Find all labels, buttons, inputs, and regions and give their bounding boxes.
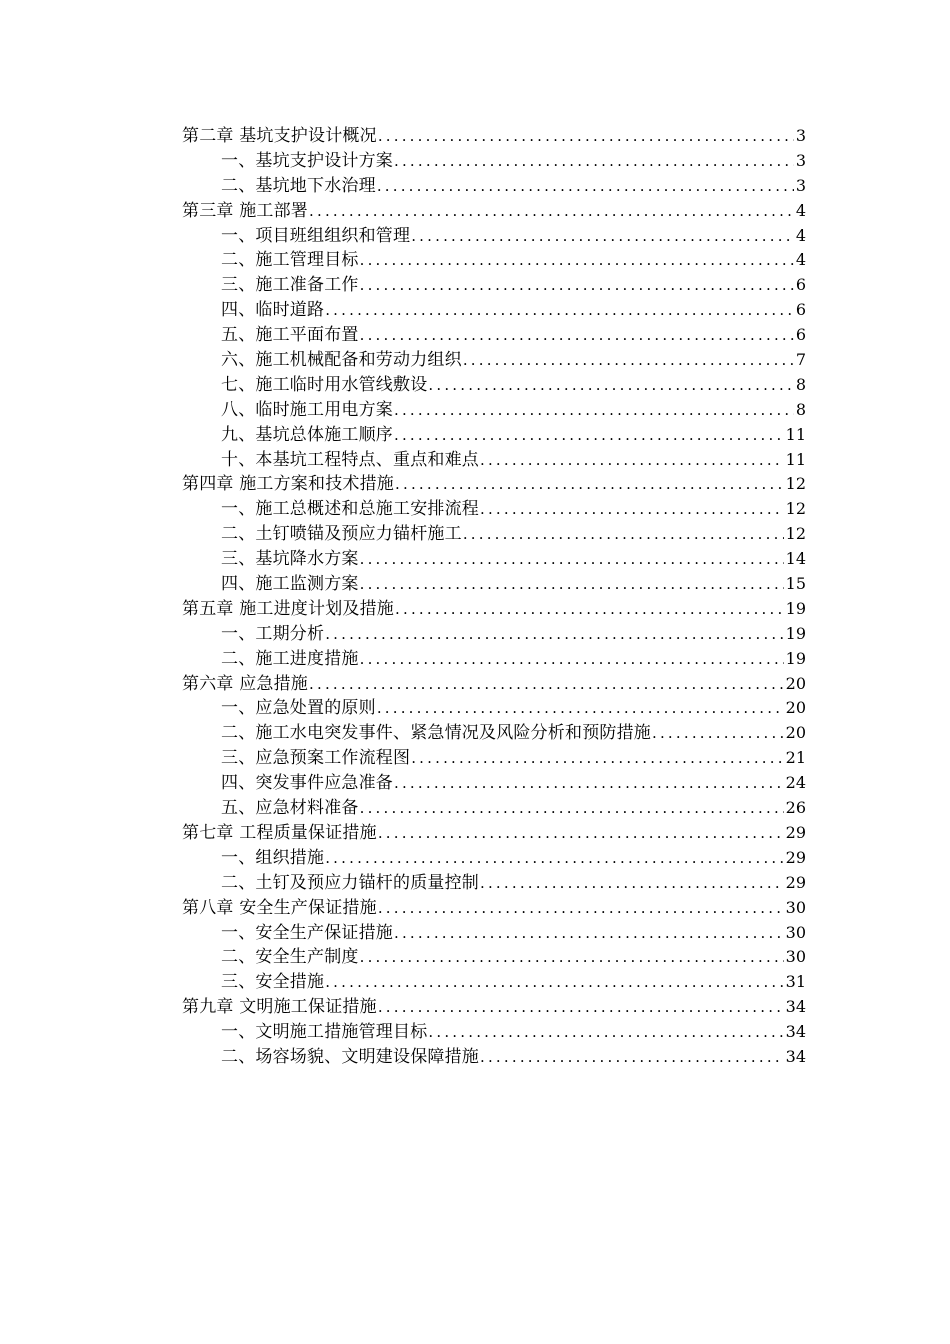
toc-entry-title: 三、施工准备工作: [221, 275, 359, 296]
toc-page-number: 30: [785, 947, 806, 967]
toc-entry-title: 第七章 工程质量保证措施: [182, 822, 377, 843]
toc-entry-title: 第三章 施工部署: [182, 200, 309, 221]
toc-page-number: 14: [785, 549, 806, 569]
toc-dot-leader: [360, 248, 794, 273]
toc-entry-title: 六、施工机械配备和劳动力组织: [221, 350, 462, 371]
toc-page-number: 29: [785, 847, 806, 867]
toc-page-number: 20: [785, 698, 806, 718]
toc-section-entry[interactable]: [182, 1045, 806, 1070]
toc-section-entry[interactable]: [182, 174, 806, 199]
toc-dot-leader: [309, 672, 784, 697]
toc-dot-leader: [325, 846, 783, 871]
toc-entry-title: 第八章 安全生产保证措施: [182, 897, 377, 918]
toc-page-number: 8: [795, 399, 806, 419]
toc-entry-title: 十、本基坑工程特点、重点和难点: [221, 449, 479, 470]
toc-section-entry[interactable]: [182, 746, 806, 771]
toc-page-number: 29: [785, 822, 806, 842]
toc-chapter-entry[interactable]: [182, 472, 806, 497]
toc-section-entry[interactable]: [182, 945, 806, 970]
toc-entry-title: 二、基坑地下水治理: [221, 175, 376, 196]
toc-entry-title: 第五章 施工进度计划及措施: [182, 598, 395, 619]
toc-dot-leader: [377, 696, 784, 721]
toc-entry-title: 三、基坑降水方案: [221, 549, 359, 570]
toc-entry-title: 二、土钉及预应力锚杆的质量控制: [221, 872, 479, 893]
toc-page-number: 34: [785, 1046, 806, 1066]
toc-chapter-entry[interactable]: [182, 896, 806, 921]
toc-page-number: 6: [795, 325, 806, 345]
toc-dot-leader: [309, 199, 794, 224]
toc-page-number: 29: [785, 872, 806, 892]
toc-section-entry[interactable]: [182, 273, 806, 298]
toc-page-number: 11: [785, 449, 806, 469]
toc-page-number: 3: [795, 150, 806, 170]
toc-page-number: 11: [785, 424, 806, 444]
toc-entry-title: 一、安全生产保证措施: [221, 922, 393, 943]
toc-page-number: 8: [795, 374, 806, 394]
toc-page-number: 30: [785, 897, 806, 917]
toc-page-number: 31: [785, 972, 806, 992]
toc-entry-title: 四、突发事件应急准备: [221, 773, 393, 794]
toc-entry-title: 四、临时道路: [221, 300, 325, 321]
toc-entry-title: 五、应急材料准备: [221, 798, 359, 819]
toc-dot-leader: [377, 174, 794, 199]
toc-entry-title: 四、施工监测方案: [221, 574, 359, 595]
toc-section-entry[interactable]: [182, 224, 806, 249]
toc-section-entry[interactable]: [182, 572, 806, 597]
toc-section-entry[interactable]: [182, 721, 806, 746]
toc-section-entry[interactable]: [182, 248, 806, 273]
toc-section-entry[interactable]: [182, 448, 806, 473]
toc-dot-leader: [378, 821, 784, 846]
toc-section-entry[interactable]: [182, 871, 806, 896]
toc-section-entry[interactable]: [182, 348, 806, 373]
toc-section-entry[interactable]: [182, 622, 806, 647]
toc-page-number: 7: [795, 350, 806, 370]
toc-page-number: 4: [795, 200, 806, 220]
toc-entry-title: 一、项目班组组织和管理: [221, 225, 411, 246]
toc-section-entry[interactable]: [182, 921, 806, 946]
toc-entry-title: 一、基坑支护设计方案: [221, 150, 393, 171]
toc-page-number: 19: [785, 623, 806, 643]
toc-entry-title: 九、基坑总体施工顺序: [221, 424, 393, 445]
toc-page-number: 30: [785, 922, 806, 942]
toc-dot-leader: [463, 348, 794, 373]
toc-entry-title: 第二章 基坑支护设计概况: [182, 126, 377, 146]
toc-section-entry[interactable]: [182, 970, 806, 995]
toc-dot-leader: [360, 273, 794, 298]
toc-entry-title: 一、文明施工措施管理目标: [221, 1022, 428, 1043]
toc-page-number: 6: [795, 275, 806, 295]
toc-section-entry[interactable]: [182, 323, 806, 348]
toc-dot-leader: [394, 921, 784, 946]
toc-page-number: 20: [785, 723, 806, 743]
toc-dot-leader: [480, 448, 784, 473]
toc-section-entry[interactable]: [182, 696, 806, 721]
toc-entry-title: 一、应急处置的原则: [221, 698, 376, 719]
toc-entry-title: 七、施工临时用水管线敷设: [221, 374, 428, 395]
toc-dot-leader: [360, 323, 794, 348]
toc-dot-leader: [463, 522, 784, 547]
toc-dot-leader: [395, 472, 784, 497]
toc-dot-leader: [394, 423, 784, 448]
toc-section-entry[interactable]: [182, 796, 806, 821]
toc-page-number: 21: [785, 748, 806, 768]
toc-section-entry[interactable]: [182, 647, 806, 672]
toc-dot-leader: [480, 497, 784, 522]
toc-page-number: 19: [785, 648, 806, 668]
toc-dot-leader: [395, 597, 784, 622]
toc-section-entry[interactable]: [182, 398, 806, 423]
toc-entry-title: 第六章 应急措施: [182, 673, 309, 694]
toc-chapter-entry[interactable]: [182, 821, 806, 846]
toc-dot-leader: [480, 871, 784, 896]
toc-page-number: 20: [785, 673, 806, 693]
toc-page-number: 4: [795, 225, 806, 245]
toc-page-number: 34: [785, 1022, 806, 1042]
toc-dot-leader: [360, 547, 784, 572]
table-of-contents: [182, 124, 806, 1070]
toc-dot-leader: [360, 572, 784, 597]
toc-page-number: 34: [785, 997, 806, 1017]
toc-section-entry[interactable]: [182, 1020, 806, 1045]
toc-page-number: 24: [785, 773, 806, 793]
toc-dot-leader: [378, 896, 784, 921]
toc-dot-leader: [360, 796, 784, 821]
toc-section-entry[interactable]: [182, 373, 806, 398]
toc-page-number: 6: [795, 300, 806, 320]
toc-dot-leader: [325, 298, 794, 323]
toc-dot-leader: [428, 1020, 783, 1045]
toc-entry-title: 二、施工水电突发事件、紧急情况及风险分析和预防措施: [221, 723, 651, 744]
toc-entry-title: 三、应急预案工作流程图: [221, 748, 411, 769]
toc-section-entry[interactable]: [182, 497, 806, 522]
toc-dot-leader: [480, 1045, 784, 1070]
toc-dot-leader: [325, 622, 783, 647]
toc-section-entry[interactable]: [182, 149, 806, 174]
toc-page-number: 4: [795, 250, 806, 270]
toc-section-entry[interactable]: [182, 547, 806, 572]
toc-dot-leader: [428, 373, 793, 398]
toc-dot-leader: [394, 398, 794, 423]
toc-section-entry[interactable]: [182, 298, 806, 323]
toc-chapter-entry[interactable]: [182, 124, 806, 149]
toc-entry-title: 一、施工总概述和总施工安排流程: [221, 499, 479, 520]
toc-entry-title: 第九章 文明施工保证措施: [182, 997, 377, 1018]
toc-entry-title: 二、土钉喷锚及预应力锚杆施工: [221, 524, 462, 545]
toc-page-number: 12: [785, 524, 806, 544]
toc-entry-title: 五、施工平面布置: [221, 325, 359, 346]
toc-page-number: 3: [795, 126, 806, 145]
toc-dot-leader: [378, 995, 784, 1020]
toc-chapter-entry[interactable]: [182, 995, 806, 1020]
toc-dot-leader: [411, 746, 783, 771]
toc-dot-leader: [394, 149, 794, 174]
toc-entry-title: 一、工期分析: [221, 623, 325, 644]
toc-dot-leader: [394, 771, 784, 796]
toc-dot-leader: [325, 970, 783, 995]
toc-entry-title: 二、施工管理目标: [221, 250, 359, 271]
toc-page-number: 12: [785, 474, 806, 494]
toc-page-number: 19: [785, 598, 806, 618]
toc-section-entry[interactable]: [182, 522, 806, 547]
toc-dot-leader: [360, 647, 784, 672]
toc-section-entry[interactable]: [182, 423, 806, 448]
toc-entry-title: 二、场容场貌、文明建设保障措施: [221, 1046, 479, 1067]
toc-dot-leader: [378, 124, 794, 149]
toc-entry-title: 一、组织措施: [221, 847, 325, 868]
toc-chapter-entry[interactable]: [182, 672, 806, 697]
toc-entry-title: 第四章 施工方案和技术措施: [182, 474, 395, 495]
toc-section-entry[interactable]: [182, 846, 806, 871]
toc-entry-title: 二、安全生产制度: [221, 947, 359, 968]
toc-page-number: 26: [785, 798, 806, 818]
toc-section-entry[interactable]: [182, 771, 806, 796]
toc-chapter-entry[interactable]: [182, 597, 806, 622]
toc-entry-title: 八、临时施工用电方案: [221, 399, 393, 420]
toc-dot-leader: [652, 721, 784, 746]
toc-page-number: 3: [795, 175, 806, 195]
toc-dot-leader: [411, 224, 794, 249]
toc-entry-title: 三、安全措施: [221, 972, 325, 993]
toc-page-number: 12: [785, 499, 806, 519]
toc-dot-leader: [360, 945, 784, 970]
toc-chapter-entry[interactable]: [182, 199, 806, 224]
toc-page-number: 15: [785, 574, 806, 594]
toc-entry-title: 二、施工进度措施: [221, 648, 359, 669]
